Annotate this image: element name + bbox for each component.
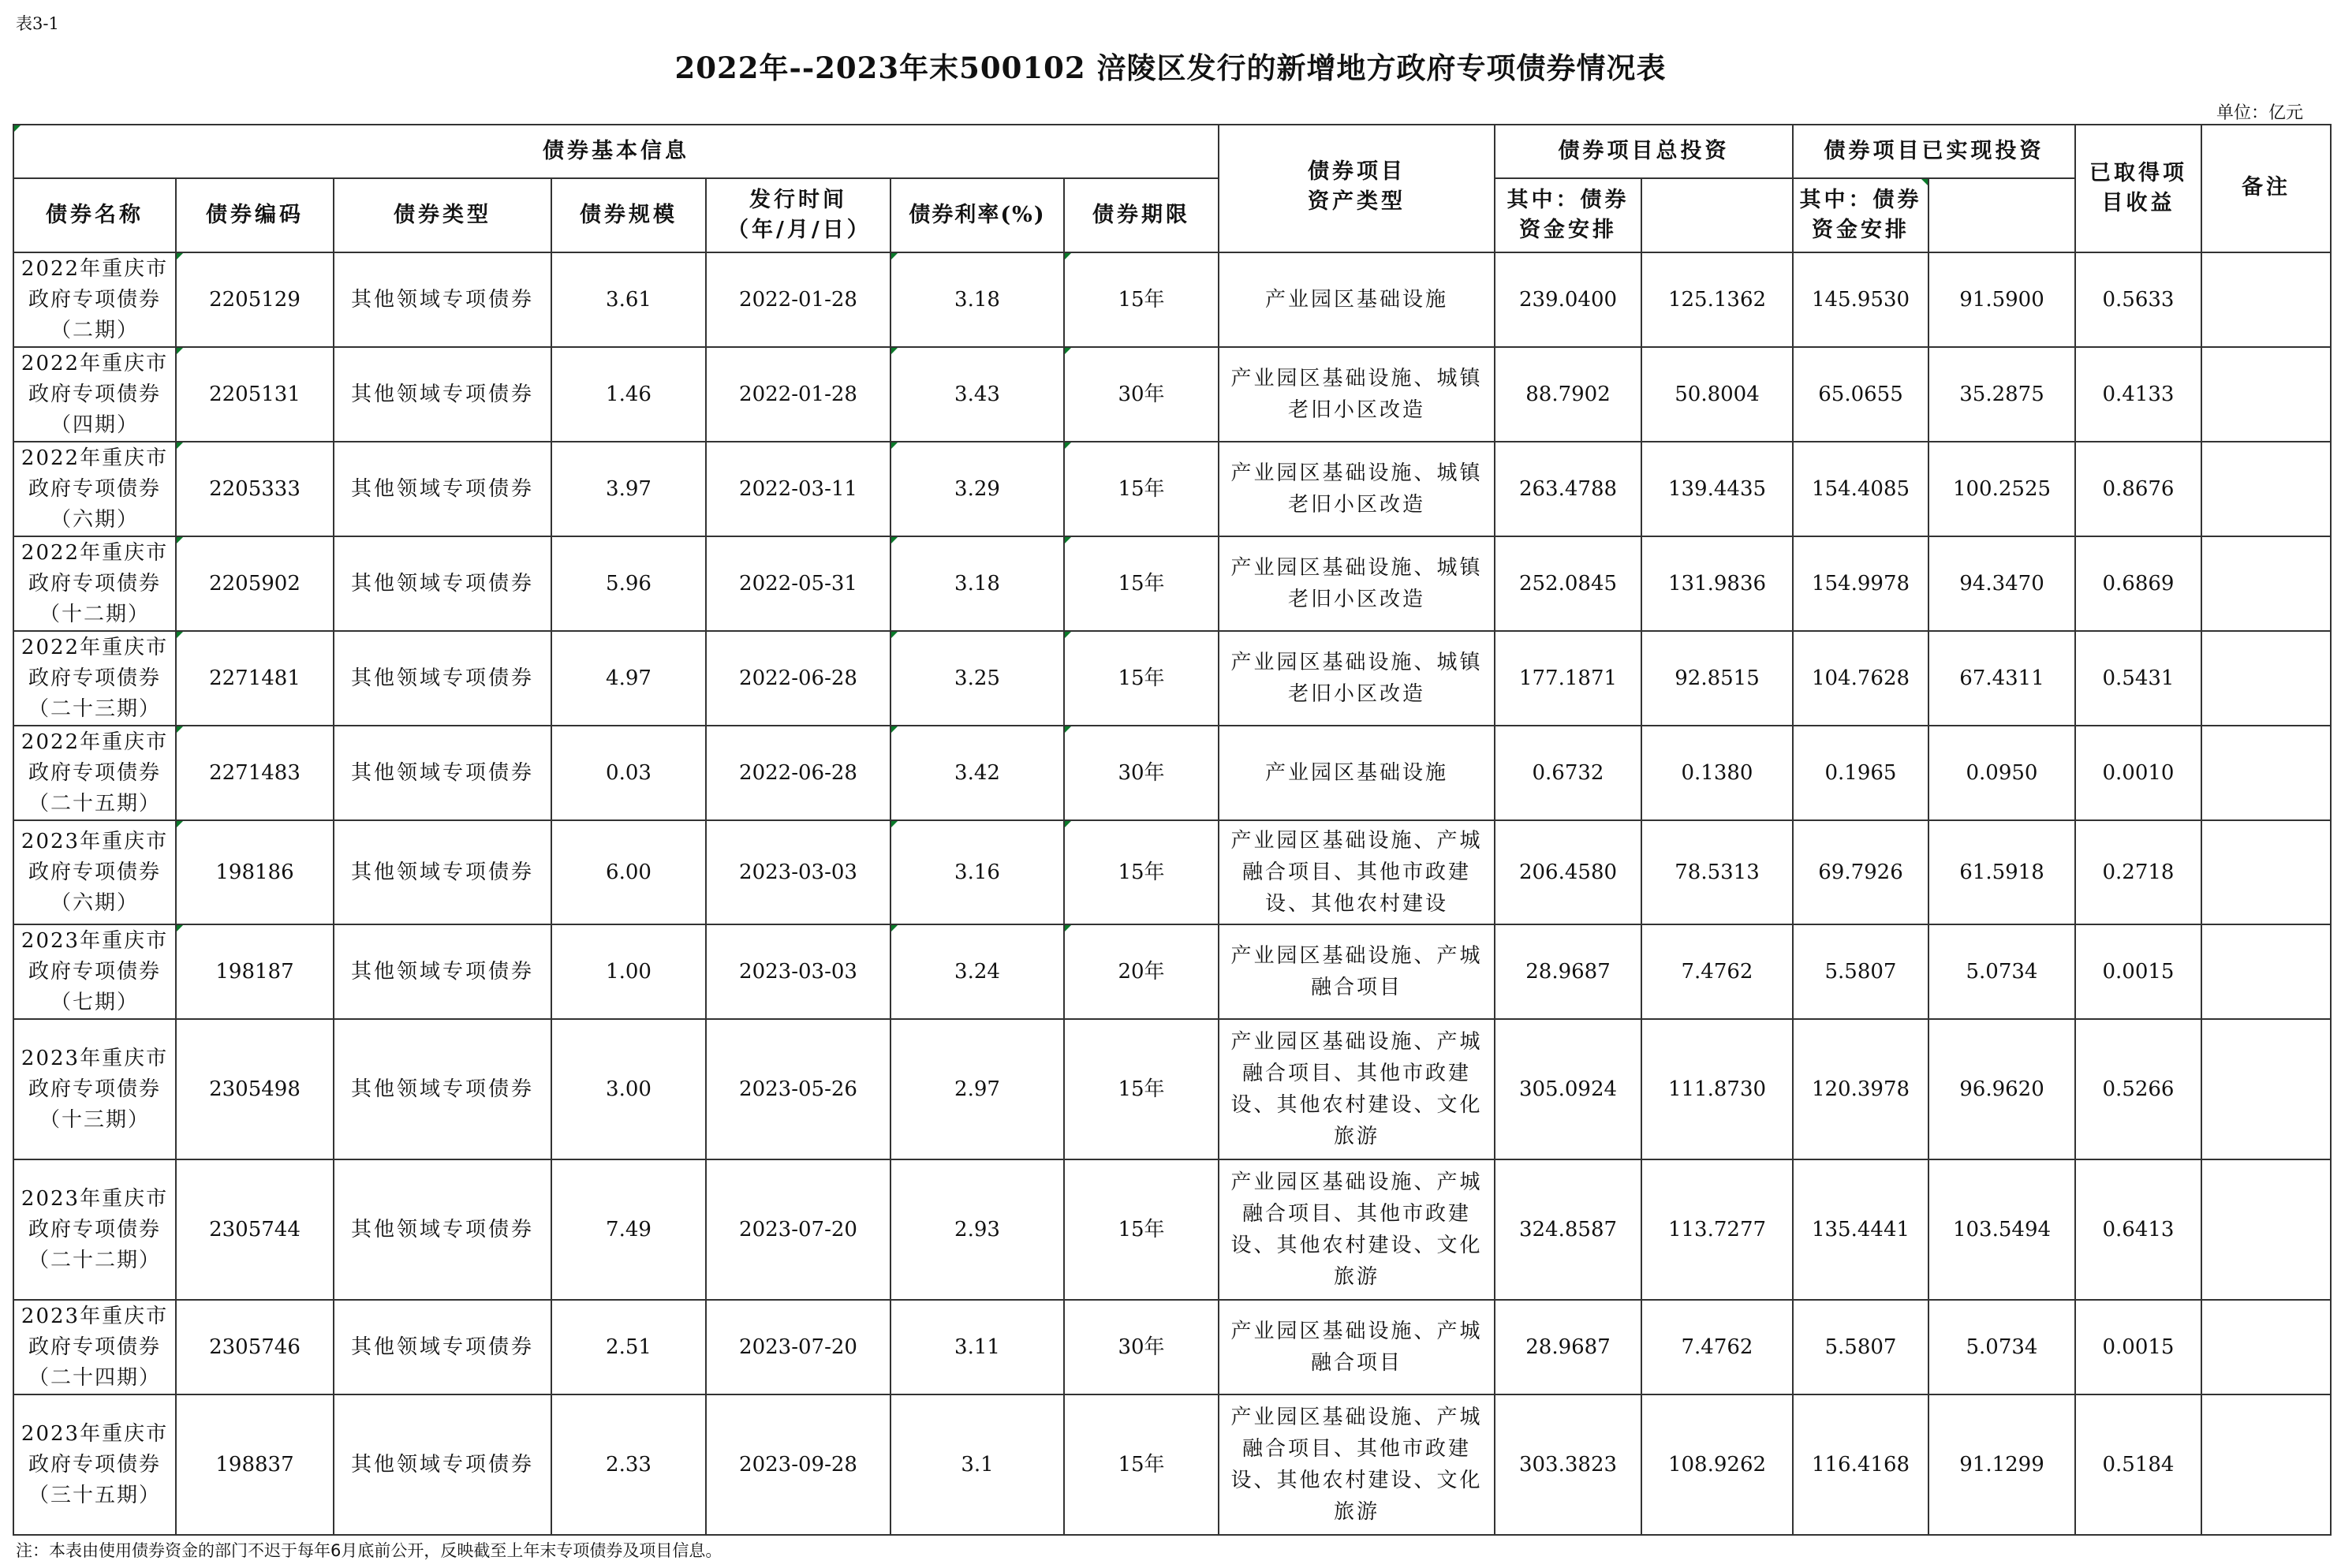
row-type: 其他领域专项债券: [334, 820, 551, 924]
row-total-bond: 113.7277: [1641, 1159, 1793, 1300]
row-code: 2205129: [176, 252, 334, 347]
table-row: [13, 536, 2331, 631]
row-realized-bond: 5.0734: [1928, 924, 2075, 1019]
row-total-bond: 108.9262: [1641, 1394, 1793, 1535]
row-total-invest: 28.9687: [1495, 1300, 1641, 1394]
row-realized-invest: 0.1965: [1793, 726, 1928, 820]
row-rate: 3.25: [890, 631, 1064, 726]
page-title: 2022年--2023年末500102 涪陵区发行的新增地方政府专项债券情况表: [674, 50, 1667, 85]
row-realized-bond: 35.2875: [1928, 347, 2075, 442]
row-name: 2023年重庆市政府专项债券（六期）: [13, 820, 176, 924]
header-issue-date: 发行时间（年/月/日）: [706, 178, 890, 252]
row-name: 2023年重庆市政府专项债券（十三期）: [13, 1019, 176, 1159]
row-date: 2022-05-31: [706, 536, 890, 631]
row-scale: 1.46: [551, 347, 706, 442]
row-scale: 3.97: [551, 442, 706, 536]
row-remark: [2201, 726, 2331, 820]
bond-table: [13, 124, 2332, 1536]
row-asset-type: 产业园区基础设施、产城融合项目: [1219, 1300, 1495, 1394]
row-name: 2022年重庆市政府专项债券（十二期）: [13, 536, 176, 631]
row-remark: [2201, 347, 2331, 442]
row-scale: 2.33: [551, 1394, 706, 1535]
row-rate: 3.11: [890, 1300, 1064, 1394]
row-type: 其他领域专项债券: [334, 631, 551, 726]
table-row: [13, 1394, 2331, 1535]
row-term: 15年: [1064, 1159, 1219, 1300]
row-total-invest: 303.3823: [1495, 1394, 1641, 1535]
row-rate: 3.16: [890, 820, 1064, 924]
row-total-bond: 7.4762: [1641, 1300, 1793, 1394]
table-row: [13, 1300, 2331, 1394]
row-type: 其他领域专项债券: [334, 347, 551, 442]
row-remark: [2201, 924, 2331, 1019]
header-realized-invest: 债券项目已实现投资: [1793, 125, 2075, 178]
row-name: 2023年重庆市政府专项债券（三十五期）: [13, 1394, 176, 1535]
row-total-invest: 28.9687: [1495, 924, 1641, 1019]
header-type: 债券类型: [334, 178, 551, 252]
row-code: 2305498: [176, 1019, 334, 1159]
row-rate: 3.42: [890, 726, 1064, 820]
row-type: 其他领域专项债券: [334, 1019, 551, 1159]
table-row: [13, 924, 2331, 1019]
row-term: 15年: [1064, 631, 1219, 726]
row-income: 0.0015: [2075, 924, 2201, 1019]
row-remark: [2201, 442, 2331, 536]
row-scale: 0.03: [551, 726, 706, 820]
row-asset-type: 产业园区基础设施、城镇老旧小区改造: [1219, 442, 1495, 536]
row-income: 0.4133: [2075, 347, 2201, 442]
row-realized-invest: 120.3978: [1793, 1019, 1928, 1159]
row-rate: 2.93: [890, 1159, 1064, 1300]
row-realized-invest: 65.0655: [1793, 347, 1928, 442]
row-code: 2305744: [176, 1159, 334, 1300]
row-type: 其他领域专项债券: [334, 726, 551, 820]
row-name: 2022年重庆市政府专项债券（二十五期）: [13, 726, 176, 820]
header-basic-info: 债券基本信息: [13, 125, 1219, 178]
row-type: 其他领域专项债券: [334, 924, 551, 1019]
row-name: 2023年重庆市政府专项债券（七期）: [13, 924, 176, 1019]
row-realized-bond: 103.5494: [1928, 1159, 2075, 1300]
row-name: 2022年重庆市政府专项债券（六期）: [13, 442, 176, 536]
row-income: 0.0010: [2075, 726, 2201, 820]
header-term: 债券期限: [1064, 178, 1219, 252]
row-rate: 2.97: [890, 1019, 1064, 1159]
header-scale: 债券规模: [551, 178, 706, 252]
row-date: 2023-03-03: [706, 924, 890, 1019]
row-type: 其他领域专项债券: [334, 536, 551, 631]
row-code: 198837: [176, 1394, 334, 1535]
row-scale: 5.96: [551, 536, 706, 631]
row-term: 15年: [1064, 536, 1219, 631]
row-total-bond: 0.1380: [1641, 726, 1793, 820]
row-total-invest: 88.7902: [1495, 347, 1641, 442]
row-total-bond: 131.9836: [1641, 536, 1793, 631]
row-type: 其他领域专项债券: [334, 1394, 551, 1535]
row-remark: [2201, 1159, 2331, 1300]
row-realized-bond: 96.9620: [1928, 1019, 2075, 1159]
row-total-invest: 0.6732: [1495, 726, 1641, 820]
row-type: 其他领域专项债券: [334, 442, 551, 536]
row-asset-type: 产业园区基础设施、城镇老旧小区改造: [1219, 536, 1495, 631]
row-scale: 7.49: [551, 1159, 706, 1300]
row-rate: 3.18: [890, 252, 1064, 347]
row-scale: 3.61: [551, 252, 706, 347]
row-realized-invest: 104.7628: [1793, 631, 1928, 726]
row-term: 15年: [1064, 820, 1219, 924]
row-code: 2205131: [176, 347, 334, 442]
row-date: 2023-03-03: [706, 820, 890, 924]
row-term: 30年: [1064, 347, 1219, 442]
row-scale: 3.00: [551, 1019, 706, 1159]
row-total-invest: 239.0400: [1495, 252, 1641, 347]
header-asset-type: 债券项目资产类型: [1219, 125, 1495, 252]
header-realized-subtotal-blank: [1641, 178, 1793, 252]
row-realized-invest: 154.4085: [1793, 442, 1928, 536]
row-name: 2022年重庆市政府专项债券（二期）: [13, 252, 176, 347]
row-scale: 2.51: [551, 1300, 706, 1394]
row-code: 198187: [176, 924, 334, 1019]
row-asset-type: 产业园区基础设施、城镇老旧小区改造: [1219, 631, 1495, 726]
row-realized-bond: 5.0734: [1928, 1300, 2075, 1394]
row-term: 30年: [1064, 1300, 1219, 1394]
row-realized-invest: 69.7926: [1793, 820, 1928, 924]
row-income: 0.8676: [2075, 442, 2201, 536]
row-rate: 3.43: [890, 347, 1064, 442]
unit-label: 单位：亿元: [2216, 103, 2303, 123]
row-name: 2022年重庆市政府专项债券（二十三期）: [13, 631, 176, 726]
row-type: 其他领域专项债券: [334, 252, 551, 347]
header-total-invest: 债券项目总投资: [1495, 125, 1793, 178]
header-income: 已取得项目收益: [2075, 125, 2201, 252]
row-name: 2023年重庆市政府专项债券（二十四期）: [13, 1300, 176, 1394]
row-asset-type: 产业园区基础设施: [1219, 252, 1495, 347]
row-code: 2271483: [176, 726, 334, 820]
row-total-bond: 92.8515: [1641, 631, 1793, 726]
row-remark: [2201, 536, 2331, 631]
row-asset-type: 产业园区基础设施、产城融合项目、其他市政建设、其他农村建设、文化旅游: [1219, 1394, 1495, 1535]
row-total-invest: 206.4580: [1495, 820, 1641, 924]
row-income: 0.5633: [2075, 252, 2201, 347]
row-income: 0.6869: [2075, 536, 2201, 631]
row-code: 2271481: [176, 631, 334, 726]
row-realized-invest: 135.4441: [1793, 1159, 1928, 1300]
row-remark: [2201, 1394, 2331, 1535]
row-type: 其他领域专项债券: [334, 1300, 551, 1394]
row-asset-type: 产业园区基础设施、产城融合项目、其他市政建设、其他农村建设、文化旅游: [1219, 1159, 1495, 1300]
table-row: [13, 1159, 2331, 1300]
row-realized-bond: 91.1299: [1928, 1394, 2075, 1535]
header-rate: 债券利率(%): [890, 178, 1064, 252]
row-date: 2022-03-11: [706, 442, 890, 536]
table-row: [13, 726, 2331, 820]
table-row: [13, 1019, 2331, 1159]
header-remark: 备注: [2201, 125, 2331, 252]
row-asset-type: 产业园区基础设施、城镇老旧小区改造: [1219, 347, 1495, 442]
table-row: [13, 820, 2331, 924]
sheet-id: 表3-1: [16, 14, 59, 33]
row-date: 2023-05-26: [706, 1019, 890, 1159]
row-total-invest: 252.0845: [1495, 536, 1641, 631]
row-scale: 1.00: [551, 924, 706, 1019]
row-total-bond: 7.4762: [1641, 924, 1793, 1019]
row-realized-bond: 67.4311: [1928, 631, 2075, 726]
row-total-bond: 111.8730: [1641, 1019, 1793, 1159]
row-income: 0.0015: [2075, 1300, 2201, 1394]
row-asset-type: 产业园区基础设施、产城融合项目: [1219, 924, 1495, 1019]
row-income: 0.5431: [2075, 631, 2201, 726]
row-asset-type: 产业园区基础设施、产城融合项目、其他市政建设、其他农村建设、文化旅游: [1219, 1019, 1495, 1159]
row-term: 15年: [1064, 442, 1219, 536]
row-asset-type: 产业园区基础设施、产城融合项目、其他市政建设、其他农村建设: [1219, 820, 1495, 924]
row-remark: [2201, 252, 2331, 347]
row-income: 0.6413: [2075, 1159, 2201, 1300]
header-total-of-which: 其中：债券资金安排: [1495, 178, 1641, 252]
row-code: 2305746: [176, 1300, 334, 1394]
row-income: 0.5184: [2075, 1394, 2201, 1535]
row-total-invest: 177.1871: [1495, 631, 1641, 726]
row-realized-bond: 91.5900: [1928, 252, 2075, 347]
row-total-invest: 305.0924: [1495, 1019, 1641, 1159]
row-total-bond: 78.5313: [1641, 820, 1793, 924]
row-date: 2023-07-20: [706, 1159, 890, 1300]
row-total-invest: 324.8587: [1495, 1159, 1641, 1300]
row-total-bond: 50.8004: [1641, 347, 1793, 442]
row-income: 0.2718: [2075, 820, 2201, 924]
row-realized-bond: 61.5918: [1928, 820, 2075, 924]
row-code: 2205902: [176, 536, 334, 631]
table-row: [13, 631, 2331, 726]
row-realized-bond: 0.0950: [1928, 726, 2075, 820]
row-asset-type: 产业园区基础设施: [1219, 726, 1495, 820]
row-scale: 6.00: [551, 820, 706, 924]
row-remark: [2201, 1019, 2331, 1159]
row-date: 2022-01-28: [706, 347, 890, 442]
row-realized-bond: 100.2525: [1928, 442, 2075, 536]
row-date: 2022-06-28: [706, 631, 890, 726]
row-type: 其他领域专项债券: [334, 1159, 551, 1300]
row-term: 20年: [1064, 924, 1219, 1019]
row-realized-invest: 5.5807: [1793, 924, 1928, 1019]
row-remark: [2201, 820, 2331, 924]
row-rate: 3.18: [890, 536, 1064, 631]
table-row: [13, 442, 2331, 536]
row-rate: 3.24: [890, 924, 1064, 1019]
row-rate: 3.29: [890, 442, 1064, 536]
row-name: 2022年重庆市政府专项债券（四期）: [13, 347, 176, 442]
header-code: 债券编码: [176, 178, 334, 252]
row-realized-bond: 94.3470: [1928, 536, 2075, 631]
row-date: 2023-07-20: [706, 1300, 890, 1394]
row-realized-invest: 116.4168: [1793, 1394, 1928, 1535]
footnote: 注：本表由使用债券资金的部门不迟于每年6月底前公开，反映截至上年末专项债券及项目信息。: [16, 1541, 722, 1560]
row-remark: [2201, 631, 2331, 726]
header-realized-of-which: 其中：债券资金安排: [1793, 178, 1928, 252]
row-name: 2023年重庆市政府专项债券（二十二期）: [13, 1159, 176, 1300]
row-realized-invest: 5.5807: [1793, 1300, 1928, 1394]
row-realized-invest: 145.9530: [1793, 252, 1928, 347]
row-income: 0.5266: [2075, 1019, 2201, 1159]
row-remark: [2201, 1300, 2331, 1394]
row-term: 15年: [1064, 1019, 1219, 1159]
row-total-bond: 139.4435: [1641, 442, 1793, 536]
row-rate: 3.1: [890, 1394, 1064, 1535]
row-total-bond: 125.1362: [1641, 252, 1793, 347]
table-row: [13, 252, 2331, 347]
header-name: 债券名称: [13, 178, 176, 252]
row-code: 198186: [176, 820, 334, 924]
row-term: 15年: [1064, 1394, 1219, 1535]
table-row: [13, 347, 2331, 442]
row-term: 30年: [1064, 726, 1219, 820]
row-date: 2023-09-28: [706, 1394, 890, 1535]
row-date: 2022-01-28: [706, 252, 890, 347]
row-realized-invest: 154.9978: [1793, 536, 1928, 631]
row-scale: 4.97: [551, 631, 706, 726]
row-total-invest: 263.4788: [1495, 442, 1641, 536]
row-code: 2205333: [176, 442, 334, 536]
row-term: 15年: [1064, 252, 1219, 347]
row-date: 2022-06-28: [706, 726, 890, 820]
